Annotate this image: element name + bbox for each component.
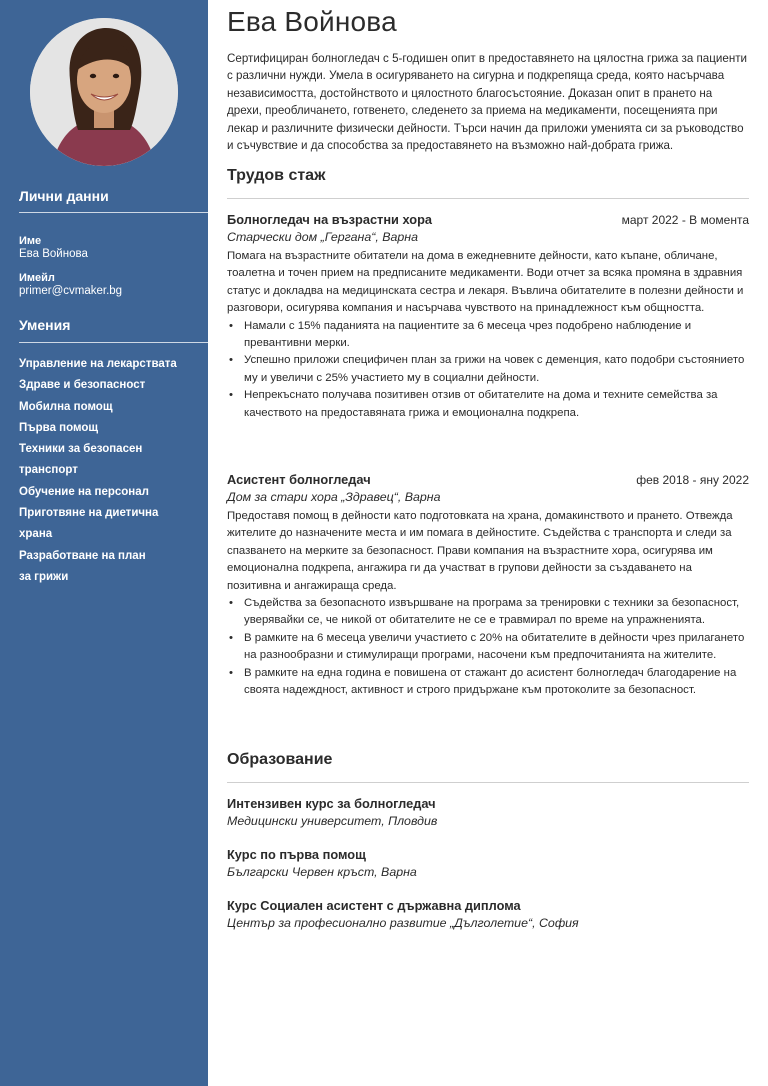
- skill-item: Здраве и безопасност: [19, 379, 146, 392]
- name-label: Име: [19, 235, 42, 247]
- education-entry: [227, 847, 749, 879]
- skill-item: Разработване на план за грижи: [19, 549, 146, 583]
- education-institution: Медицински университет, Пловдив: [227, 814, 438, 828]
- job-description: Помага на възрастните обитатели на дома в ежедневните дейности, като къпане, обличане, тоалетна и точен прием на предписаните медикаменти. Води отчет за всяка промяна в здравния статус и докладва на медицинската сестра и лекаря. Въвлича обитателите в полезни дейности и разговори, осигурява компания и насърчава чувството на принадлежност към общността.: [227, 250, 744, 315]
- job-employer: Старчески дом „Гергана“, Варна: [227, 230, 419, 244]
- job-achievements: [227, 595, 749, 699]
- achievement-item: • В рамките на една година е повишена от стажант до асистент болногледач благодарение на своята надеждност, активност и строго придържане към протоколите за безопасност.: [227, 665, 749, 700]
- job-title: Болногледач на възрастни хора: [227, 212, 433, 227]
- personal-data-divider: [19, 212, 208, 213]
- profile-photo: [30, 18, 178, 166]
- job-entry: [227, 472, 749, 699]
- job-date: март 2022 - В момента: [621, 213, 749, 227]
- education-institution: Български Червен кръст, Варна: [227, 865, 417, 879]
- job-date: фев 2018 - яну 2022: [636, 473, 749, 487]
- skill-item: Управление на лекарствата: [19, 358, 177, 370]
- job-title: Асистент болногледач: [227, 472, 371, 487]
- experience-heading: Трудов стаж: [227, 167, 326, 184]
- skills-divider: [19, 342, 208, 343]
- job-achievements: [227, 318, 749, 422]
- education-entry: [227, 796, 749, 828]
- skill-item: Техники за безопасен транспорт: [19, 443, 143, 477]
- profile-summary: Сертифициран болногледач с 5-годишен опит в предоставянето на цялостна грижа за пациенти с различни нужди. Умела в осигуряването на сигурна и подкрепяща среда, която насърчава независимостта, достойнството и цялостното благосъстояние. Доказан опит в прането на дрехи, преобличането, готвенето, следенето за приема на медикаменти, посещенията при лекар и различните физически дейности. Търси начин да приложи уменията си за ръководство и съчувствие и да способства за предоставянето на възможно най-добрата грижа.: [227, 52, 748, 153]
- skill-item: Обучение на персонал: [19, 485, 149, 498]
- candidate-name: Ева Войнова: [227, 6, 397, 37]
- skill-item: Мобилна помощ: [19, 400, 113, 413]
- job-entry: [227, 212, 749, 422]
- name-value: Ева Войнова: [19, 248, 88, 260]
- sidebar: [0, 0, 208, 1086]
- job-employer: Дом за стари хора „Здравец“, Варна: [227, 490, 441, 504]
- profile-photo-image: [30, 18, 178, 166]
- education-institution: Център за професионално развитие „Дълголетие“, София: [227, 916, 579, 930]
- skill-item: Приготвяне на диетична храна: [19, 507, 159, 541]
- education-title: Курс Социален асистент с държавна диплома: [227, 898, 521, 913]
- education-title: Курс по първа помощ: [227, 847, 366, 862]
- email-label: Имейл: [19, 272, 55, 284]
- education-title: Интензивен курс за болногледач: [227, 796, 436, 811]
- achievement-item: • В рамките на 6 месеца увеличи участието с 20% на обитателите в дейности чрез прилагането на разнообразни и стимулиращи програми, насочени към предпочитанията на жителите.: [227, 630, 749, 665]
- personal-data-heading: Лични данни: [19, 188, 109, 204]
- education-entry: [227, 898, 749, 930]
- skills-list: [19, 354, 194, 588]
- achievement-item: • Съдейства за безопасното извършване на програма за тренировки с техники за безопасност, уверявайки се, че никой от обитателите не се е травмирал по време на упражненията.: [227, 595, 749, 630]
- experience-divider: [227, 198, 749, 199]
- skills-heading: Умения: [19, 317, 71, 333]
- education-divider: [227, 782, 749, 783]
- education-heading: Образование: [227, 751, 333, 768]
- email-value: primer@cvmaker.bg: [19, 285, 123, 297]
- achievement-item: • Непрекъснато получава позитивен отзив от обитателите на дома и техните семейства за качеството на предоставяната грижа и емоционална подкрепа.: [227, 387, 749, 422]
- achievement-item: • Намали с 15% паданията на пациентите за 6 месеца чрез подобрено наблюдение и превантивни мерки.: [227, 318, 749, 353]
- achievement-item: • Успешно приложи специфичен план за грижи на човек с деменция, като подобри състоянието му и увеличи с 25% участието му в социални дейности.: [227, 352, 749, 387]
- job-description: Предоставя помощ в дейности като подготовката на храна, домакинството и прането. Отвежда жителите до назначените места и им помага в дейностите. Съдейства с транспорта и следи за спазването на мерките за безопасност. Прави компания на възрастните хора, осигурява им емоционална подкрепа, ангажира ги да участват в групови дейности за създаването на позитивна и ангажираща среда.: [227, 510, 733, 592]
- skill-item: Първа помощ: [19, 421, 99, 434]
